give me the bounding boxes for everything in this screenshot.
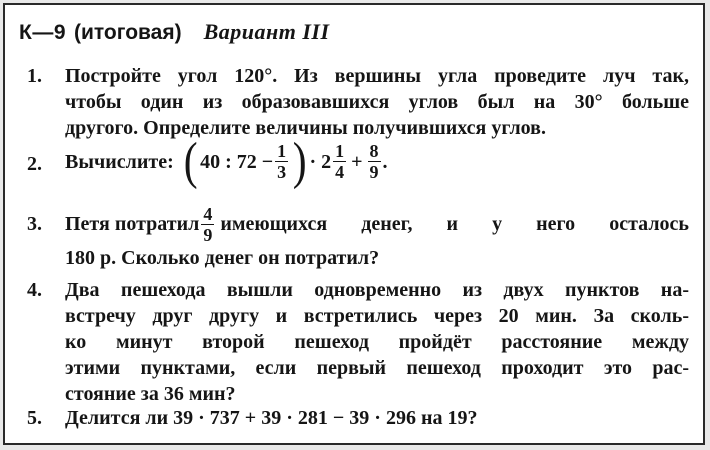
task-text-line: ко минут второй пешеход пройдёт расстояние между xyxy=(65,331,689,353)
plus-sign: + xyxy=(351,150,363,173)
worksheet-header xyxy=(19,19,330,45)
task-number: 5. xyxy=(27,407,42,429)
task-3 xyxy=(27,203,689,271)
fraction-one-third xyxy=(275,141,288,182)
task-text-line: Два пешехода вышли одновременно из двух пунктов на- xyxy=(65,279,689,301)
task-text-line xyxy=(65,203,689,245)
fraction-one-quarter xyxy=(333,141,346,182)
test-kind: (итоговая) xyxy=(74,21,182,44)
task-text-line: другого. Определите величины получившихся углов. xyxy=(65,117,546,139)
task-4 xyxy=(27,277,689,407)
task-number: 3. xyxy=(27,213,42,235)
test-code: К—9 xyxy=(19,21,66,44)
expression-multiplier: · 2 xyxy=(309,150,332,173)
task-text-line: Делится ли 39 · 737 + 39 · 281 − 39 · 296 на 19? xyxy=(65,407,478,429)
task-text-line: встречу друг другу и встретились через 20 мин. За сколь- xyxy=(65,305,689,327)
math-expression xyxy=(65,132,388,190)
fraction-four-ninths xyxy=(201,204,214,245)
task-prefix: Вычислите: xyxy=(65,150,174,173)
task-5 xyxy=(27,405,689,431)
task-text-line: Постройте угол 120°. Из вершины угла проведите луч так, xyxy=(65,65,689,87)
fraction-denominator: 3 xyxy=(277,162,287,182)
task-text-after-fraction: имеющихся денег, и у него осталось xyxy=(220,213,689,235)
fraction-denominator: 9 xyxy=(203,224,213,245)
task-text-line: стояние за 36 мин? xyxy=(65,383,236,405)
right-parenthesis: ) xyxy=(292,132,307,190)
task-number: 1. xyxy=(27,65,42,87)
task-1 xyxy=(27,63,689,141)
variant-label: Вариант III xyxy=(203,19,330,44)
task-number: 4. xyxy=(27,279,42,301)
fraction-denominator: 9 xyxy=(369,162,379,182)
expression-end: . xyxy=(382,150,388,173)
task-text-line: 180 р. Сколько денег он потратил? xyxy=(65,247,380,269)
left-parenthesis: ( xyxy=(183,132,198,190)
task-number: 2. xyxy=(27,153,42,175)
task-2 xyxy=(27,132,689,190)
task-text-line: чтобы один из образовавшихся углов был на 30° больше xyxy=(65,91,689,113)
fraction-eight-ninths xyxy=(368,141,381,182)
task-text-before-fraction: Петя потратил xyxy=(65,213,200,235)
fraction-numerator: 1 xyxy=(277,141,287,161)
task-expression-line xyxy=(65,132,689,190)
fraction-numerator: 4 xyxy=(203,203,213,224)
expression-term: 40 : 72 − xyxy=(200,150,274,173)
fraction-numerator: 8 xyxy=(369,141,379,161)
fraction-numerator: 1 xyxy=(335,141,345,161)
task-text-line: этими пунктами, если первый пешеход проходит это рас- xyxy=(65,357,689,379)
fraction-denominator: 4 xyxy=(335,162,345,182)
worksheet xyxy=(3,3,705,445)
